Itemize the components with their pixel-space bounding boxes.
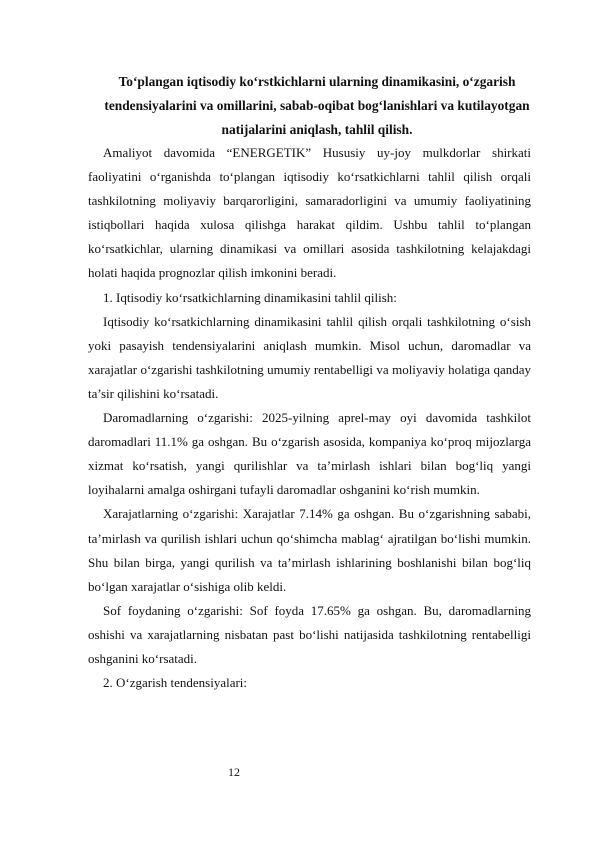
paragraph-intro: Amaliyot davomida “ENERGETIK” Hususiy uy-joy mulkdorlar shirkati faoliyatini o‘rganishda to‘plangan iqtisodiy ko‘rsatkichlarni tahlil qilish orqali tashkilotning moliyaviy barqarorligini, samaradorligini va umumiy faoliyatining istiqbollari haqida xulosa qilishga harakat qildim. Ushbu tahlil to‘plangan ko‘rsatkichlar, ularning dinamikasi va omillari asosida tashkilotning kelajakdagi holati haqida prognozlar qilish imkonini beradi. [88, 145, 531, 281]
paragraph-heading-dynamics: 1. Iqtisodiy ko‘rsatkichlarning dinamikasini tahlil qilish: [103, 289, 397, 305]
section-title: To‘plangan iqtisodiy ko‘rstkichlarni ularning dinamikasini, o‘zgarish tendensiyalarini va omillarini, sabab-oqibat bog‘lanishlari va kutilayotgan natijalarini aniqlash, tahlil qilish. [104, 74, 530, 138]
paragraph-net-profit: Sof foydaning o‘zgarishi: Sof foyda 17.65% ga oshgan. Bu, daromadlarning oshishi va xarajatlarning nisbatan past bo‘lishi natijasida tashkilotning rentabelligi oshganini ko‘rsatadi. [88, 602, 531, 666]
paragraph-dynamics: Iqtisodiy ko‘rsatkichlarning dinamikasini tahlil qilish orqali tashkilotning o‘sish yoki pasayish tendensiyalarini aniqlash mumkin. Misol uchun, daromadlar va xarajatlar o‘zgarishi tashkilotning umumiy rentabelligi va moliyaviy holatiga qanday ta’sir qilishini ko‘rsatadi. [88, 313, 531, 401]
paragraph-expenses: Xarajatlarning o‘zgarishi: Xarajatlar 7.14% ga oshgan. Bu o‘zgarishning sababi, ta’mirlash va qurilish ishlari uchun qo‘shimcha mablag‘ ajratilgan bo‘lishi mumkin. Shu bilan birga, yangi qurilish va ta’mirlash ishlarining boshlanishi bilan bog‘liq bo‘lgan xarajatlar o‘sishiga olib keldi. [88, 506, 531, 594]
body-text [88, 141, 531, 695]
paragraph-revenue: Daromadlarning o‘zgarishi: 2025-yilning aprel-may oyi davomida tashkilot daromadlari 11.1% ga oshgan. Bu o‘zgarish asosida, kompaniya ko‘proq mijozlarga xizmat ko‘rsatish, yangi qurilishlar va ta’mirlash ishlari bilan bog‘liq yangi loyihalarni amalga oshirgani tufayli daromadlar oshganini ko‘rish mumkin. [88, 410, 531, 498]
paragraph-heading-trends: 2. O‘zgarish tendensiyalari: [103, 675, 248, 691]
page-number: 12 [228, 765, 240, 779]
